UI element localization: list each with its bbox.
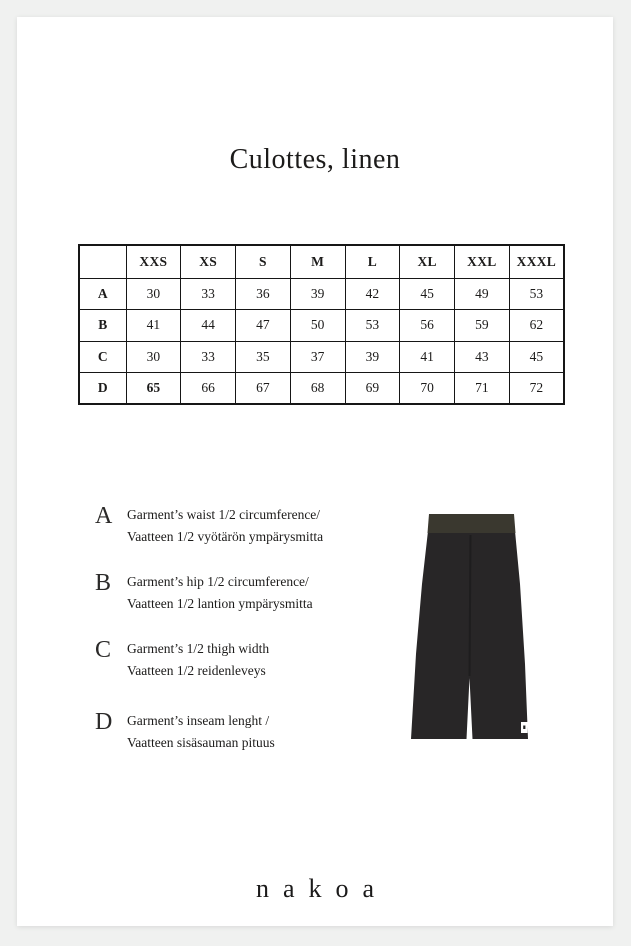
size-value-B-XXXL: 62	[509, 310, 564, 342]
legend-letter-a: A	[95, 503, 113, 529]
size-value-B-M: 50	[290, 310, 345, 342]
size-table-corner-cell	[79, 245, 126, 278]
culottes-product-photo	[408, 514, 530, 742]
legend-letter-c: C	[95, 637, 112, 663]
size-value-D-XXS: 65	[126, 373, 181, 405]
size-value-C-XS: 33	[181, 341, 236, 373]
size-value-B-XS: 44	[181, 310, 236, 342]
legend-d-line1: Garment’s inseam lenght /	[127, 713, 270, 728]
size-value-D-XXXL: 72	[509, 373, 564, 405]
legend-item-b	[95, 570, 313, 614]
size-table-row-A	[79, 278, 564, 310]
legend-text-b	[127, 570, 313, 614]
size-value-A-XXS: 30	[126, 278, 181, 310]
brand-logo: nakoa	[255, 874, 389, 903]
legend-item-a	[95, 503, 323, 547]
size-column-header-XS: XS	[181, 245, 236, 278]
measure-label-A: A	[79, 278, 126, 310]
size-value-D-XL: 70	[400, 373, 455, 405]
size-value-D-S: 67	[236, 373, 291, 405]
size-table-row-D	[79, 373, 564, 405]
size-value-D-XXL: 71	[455, 373, 510, 405]
size-value-A-L: 42	[345, 278, 400, 310]
size-value-D-L: 69	[345, 373, 400, 405]
size-column-header-S: S	[236, 245, 291, 278]
size-value-B-XXS: 41	[126, 310, 181, 342]
legend-c-line1: Garment’s 1/2 thigh width	[127, 641, 270, 656]
size-value-A-S: 36	[236, 278, 291, 310]
legend-c-line2: Vaatteen 1/2 reidenleveys	[127, 662, 266, 678]
size-value-A-XXL: 49	[455, 278, 510, 310]
culottes-hem-tag-mark	[523, 726, 525, 730]
size-table-row-C	[79, 341, 564, 373]
size-value-B-XXL: 59	[455, 310, 510, 342]
size-value-D-M: 68	[290, 373, 345, 405]
legend-d-line2: Vaatteen sisäsauman pituus	[127, 734, 275, 750]
legend-text-a	[127, 503, 323, 547]
size-value-D-XS: 66	[181, 373, 236, 405]
size-value-C-XL: 41	[400, 341, 455, 373]
size-chart-card	[17, 17, 613, 926]
size-column-header-XXL: XXL	[455, 245, 510, 278]
size-value-C-XXS: 30	[126, 341, 181, 373]
legend-text-c	[127, 637, 269, 681]
legend-item-d	[95, 709, 275, 753]
size-column-header-XXS: XXS	[126, 245, 181, 278]
size-value-B-XL: 56	[400, 310, 455, 342]
measure-label-C: C	[79, 341, 126, 373]
legend-letter-b: B	[95, 570, 112, 596]
legend-a-line1: Garment’s waist 1/2 circumference/	[127, 507, 321, 522]
size-value-A-XL: 45	[400, 278, 455, 310]
size-column-header-L: L	[345, 245, 400, 278]
size-column-header-M: M	[290, 245, 345, 278]
legend-item-c	[95, 637, 269, 681]
size-value-A-XS: 33	[181, 278, 236, 310]
size-column-header-XXXL: XXXL	[509, 245, 564, 278]
size-value-B-S: 47	[236, 310, 291, 342]
legend-text-d	[127, 709, 275, 753]
size-value-C-M: 37	[290, 341, 345, 373]
size-table	[78, 244, 565, 405]
page-title: Culottes, linen	[229, 144, 401, 175]
size-value-C-S: 35	[236, 341, 291, 373]
size-value-A-M: 39	[290, 278, 345, 310]
measure-label-D: D	[79, 373, 126, 405]
measure-label-B: B	[79, 310, 126, 342]
size-table-header-row	[79, 245, 564, 278]
size-value-C-XXL: 43	[455, 341, 510, 373]
size-value-C-XXXL: 45	[509, 341, 564, 373]
legend-a-line2: Vaatteen 1/2 vyötärön ympärysmitta	[127, 528, 324, 544]
legend-letter-d: D	[95, 709, 113, 735]
culottes-waistband-shape	[428, 514, 516, 533]
size-value-B-L: 53	[345, 310, 400, 342]
legend-b-line1: Garment’s hip 1/2 circumference/	[127, 574, 309, 589]
size-value-A-XXXL: 53	[509, 278, 564, 310]
size-value-C-L: 39	[345, 341, 400, 373]
size-table-row-B	[79, 310, 564, 342]
size-column-header-XL: XL	[400, 245, 455, 278]
culottes-crease-line	[470, 535, 471, 676]
legend-b-line2: Vaatteen 1/2 lantion ympärysmitta	[127, 595, 313, 611]
